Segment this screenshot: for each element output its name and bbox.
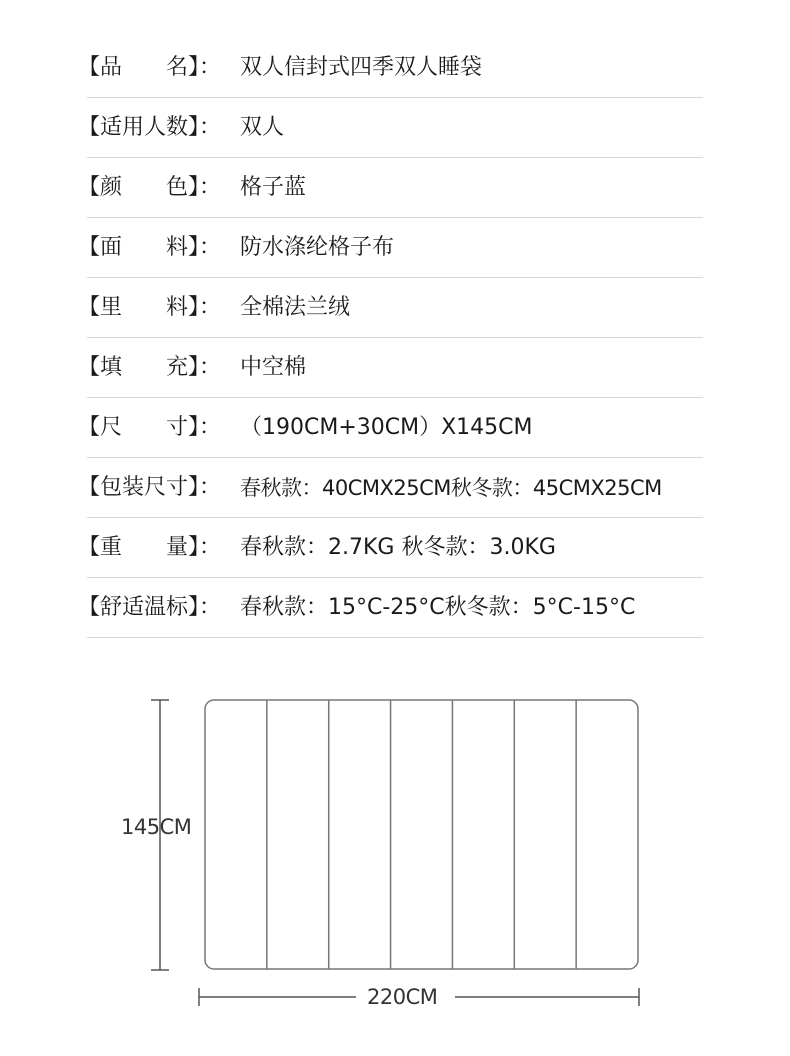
spec-row-color [78, 158, 703, 218]
spec-row-size [78, 398, 703, 458]
spec-label: 【品 名】： [78, 55, 222, 80]
spec-row-comfort-temp [78, 578, 703, 638]
spec-row-filling [78, 338, 703, 398]
spec-row-name [78, 38, 703, 98]
spec-label: 【里 料】： [78, 295, 222, 320]
spec-row-capacity [78, 98, 703, 158]
spec-label: 【舒适温标】： [78, 595, 222, 620]
spec-row-package-size [78, 458, 703, 518]
height-label: 145CM [121, 815, 192, 839]
spec-value: 春秋款：15°C-25°C秋冬款：5°C-15°C [240, 595, 636, 620]
spec-value: 中空棉 [240, 355, 307, 380]
width-label: 220CM [367, 985, 438, 1009]
spec-row-lining [78, 278, 703, 338]
spec-label: 【填 充】： [78, 355, 222, 380]
sleeping-bag-outline [205, 700, 638, 969]
quilt-panel-lines [267, 700, 576, 969]
spec-label: 【重 量】： [78, 535, 222, 560]
spec-table [78, 38, 703, 638]
spec-value: 格子蓝 [240, 175, 307, 200]
spec-label: 【适用人数】： [78, 115, 222, 140]
spec-value: 春秋款：2.7KG 秋冬款：3.0KG [240, 535, 556, 560]
spec-value: 春秋款：40CMX25CM秋冬款：45CMX25CM [240, 476, 662, 500]
spec-row-outer-fabric [78, 218, 703, 278]
spec-label: 【面 料】： [78, 235, 222, 260]
spec-value: 防水涤纶格子布 [240, 235, 395, 260]
spec-value: 全棉法兰绒 [240, 295, 351, 320]
spec-row-weight [78, 518, 703, 578]
spec-label: 【包装尺寸】： [78, 475, 222, 500]
spec-value: 双人 [240, 115, 285, 140]
spec-label: 【颜 色】： [78, 175, 222, 200]
spec-label: 【尺 寸】： [78, 415, 222, 440]
spec-value: 双人信封式四季双人睡袋 [240, 55, 483, 80]
spec-value: （190CM+30CM）X145CM [240, 415, 533, 440]
